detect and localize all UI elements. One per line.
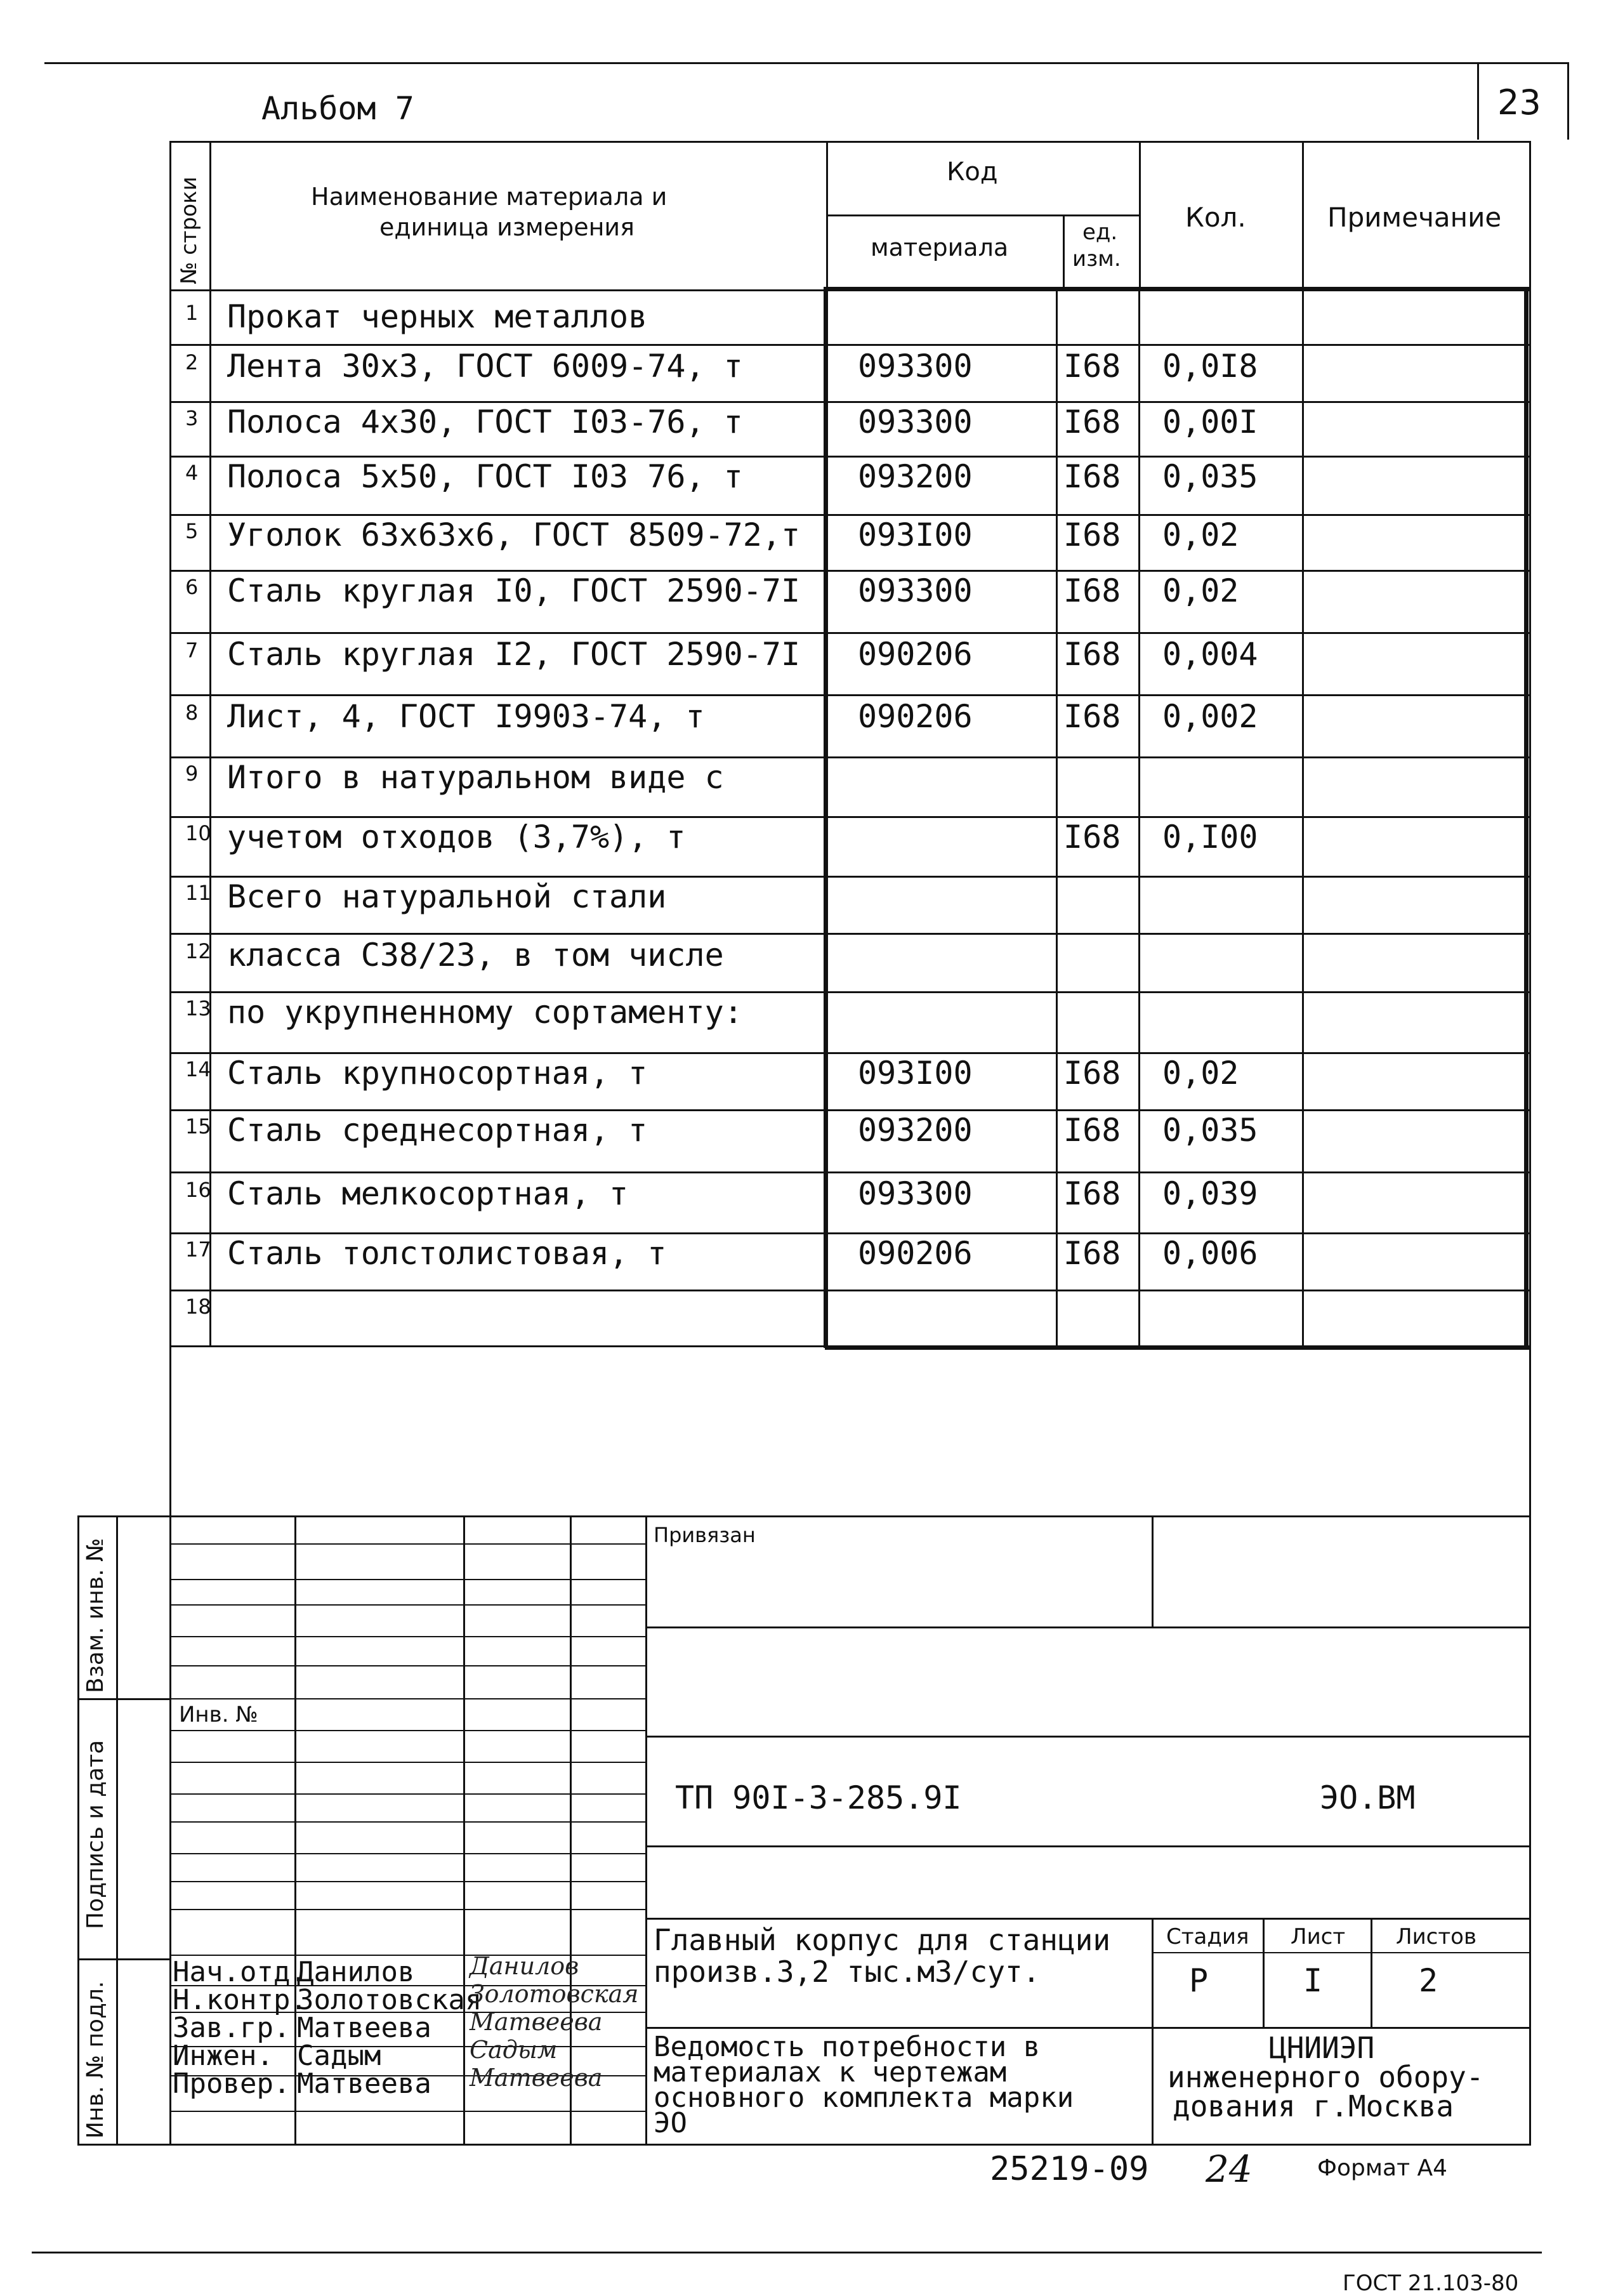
org-line3: дования г.Москва <box>1173 2089 1454 2123</box>
row-number: 10 <box>185 821 211 845</box>
signature: Золотовская <box>470 1980 639 2008</box>
row-number: 6 <box>185 575 199 599</box>
stamp-person-name: Данилов <box>297 1956 415 1988</box>
stage-value: Р <box>1189 1962 1209 1999</box>
row-number: 17 <box>185 1237 211 1262</box>
album-title: Альбом 7 <box>261 90 414 127</box>
signature: Матвеева <box>470 2064 603 2092</box>
material-name: Всего натуральной стали <box>227 878 667 915</box>
material-code: 090206 <box>858 1235 973 1272</box>
row-number: 3 <box>185 406 199 430</box>
document-mark: ЭО.ВМ <box>1320 1779 1416 1816</box>
object-title-line1: Главный корпус для станции <box>654 1923 1111 1957</box>
quantity: 0,035 <box>1162 458 1258 495</box>
quantity: 0,0I8 <box>1162 348 1258 385</box>
desc-line4: ЭО <box>654 2107 687 2139</box>
quantity: 0,039 <box>1162 1175 1258 1212</box>
row-number: 18 <box>185 1295 211 1319</box>
name-header-line2: единица измерения <box>379 213 635 241</box>
quantity: 0,00I <box>1162 404 1258 440</box>
inv-podl-label: Инв. № подл. <box>82 1981 108 2139</box>
material-name: Сталь круглая I2, ГОСТ 2590-7I <box>227 636 801 673</box>
row-number: 12 <box>185 939 211 963</box>
quantity: 0,035 <box>1162 1112 1258 1149</box>
row-number: 16 <box>185 1178 211 1202</box>
unit-code: I68 <box>1063 636 1121 673</box>
stamp-person-name: Золотовская <box>297 1984 482 2016</box>
note-header: Примечание <box>1327 202 1502 233</box>
material-code: 090206 <box>858 636 973 673</box>
stamp-role: Провер. <box>173 2068 291 2100</box>
unit-header-line2: изм. <box>1072 246 1121 272</box>
unit-code: I68 <box>1063 1055 1121 1092</box>
row-number: 7 <box>185 638 199 663</box>
quantity: 0,002 <box>1162 698 1258 735</box>
document-code: ТП 90I-3-285.9I <box>675 1779 962 1816</box>
material-name: Сталь круглая I0, ГОСТ 2590-7I <box>227 572 801 609</box>
desc-line1: Ведомость потребности в <box>654 2031 1041 2063</box>
material-code: 093200 <box>858 458 973 495</box>
stamp-person-name: Садым <box>297 2040 381 2072</box>
row-number: 5 <box>185 519 199 543</box>
stamp-role: Нач.отд. <box>173 1956 307 1988</box>
row-number-header: № строки <box>176 176 202 284</box>
material-name: Сталь среднесортная, т <box>227 1112 648 1149</box>
quantity: 0,006 <box>1162 1235 1258 1272</box>
row-number: 8 <box>185 701 199 725</box>
unit-code: I68 <box>1063 1235 1121 1272</box>
material-name: Сталь мелкосортная, т <box>227 1175 629 1212</box>
row-number: 15 <box>185 1114 211 1138</box>
stamp-person-name: Матвеева <box>297 2012 431 2044</box>
material-name: Лист, 4, ГОСТ I9903-74, т <box>227 698 705 735</box>
unit-code: I68 <box>1063 348 1121 385</box>
material-name: Итого в натуральном виде с <box>227 759 724 796</box>
signature: Садым <box>470 2036 558 2064</box>
unit-header-line1: ед. <box>1082 220 1118 245</box>
material-name: класса С38/23, в том числе <box>227 937 724 973</box>
privyazan-label: Привязан <box>654 1523 756 1547</box>
material-name: учетом отходов (3,7%), т <box>227 819 686 855</box>
vzam-inv-label: Взам. инв. № <box>82 1538 108 1693</box>
org-line1: ЦНИИЭП <box>1269 2031 1375 2065</box>
material-name: Уголок 63х63х6, ГОСТ 8509-72,т <box>227 517 801 553</box>
stamp-role: Зав.гр. <box>173 2012 291 2044</box>
handwritten-page-number: 24 <box>1206 2148 1253 2191</box>
material-code: 093300 <box>858 404 973 440</box>
material-code: 093200 <box>858 1112 973 1149</box>
material-name: по укрупненному сортаменту: <box>227 994 743 1031</box>
unit-code: I68 <box>1063 572 1121 609</box>
registration-number: 25219-09 <box>990 2150 1149 2188</box>
row-number: 9 <box>185 762 199 786</box>
unit-code: I68 <box>1063 458 1121 495</box>
row-number: 2 <box>185 350 199 374</box>
name-header-line1: Наименование материала и <box>311 183 667 211</box>
quantity: 0,I00 <box>1162 819 1258 855</box>
row-number: 14 <box>185 1057 211 1081</box>
bottom-gost-cut: ГОСТ 21.103-80 <box>1343 2271 1519 2296</box>
material-name: Полоса 4х30, ГОСТ I03-76, т <box>227 404 743 440</box>
stamp-person-name: Матвеева <box>297 2068 431 2100</box>
material-header: материала <box>871 234 1009 261</box>
material-name: Лента 30х3, ГОСТ 6009-74, т <box>227 348 743 385</box>
unit-code: I68 <box>1063 1112 1121 1149</box>
row-number: 1 <box>185 301 199 325</box>
sheets-label: Листов <box>1396 1924 1477 1950</box>
podpis-data-label: Подпись и дата <box>82 1739 108 1929</box>
quantity: 0,004 <box>1162 636 1258 673</box>
sheets-value: 2 <box>1419 1962 1438 1999</box>
material-name: Сталь крупносортная, т <box>227 1055 648 1092</box>
object-title-line2: произв.3,2 тыс.м3/сут. <box>654 1955 1041 1989</box>
quantity: 0,02 <box>1162 1055 1239 1092</box>
material-code: 093300 <box>858 572 973 609</box>
unit-code: I68 <box>1063 698 1121 735</box>
sheet-label: Лист <box>1291 1924 1346 1950</box>
material-code: 093300 <box>858 348 973 385</box>
material-code: 090206 <box>858 698 973 735</box>
desc-line3: основного комплекта марки <box>654 2082 1074 2114</box>
material-name: Прокат черных металлов <box>227 298 648 335</box>
page-number: 23 <box>1497 82 1541 122</box>
inv-no-label: Инв. № <box>179 1702 258 1727</box>
row-number: 11 <box>185 881 211 905</box>
sheet-value: I <box>1303 1962 1323 1999</box>
signature: Данилов <box>470 1952 579 1980</box>
material-name: Сталь толстолистовая, т <box>227 1235 667 1272</box>
desc-line2: материалах к чертежам <box>654 2056 1007 2088</box>
quantity: 0,02 <box>1162 517 1239 553</box>
row-number: 13 <box>185 996 211 1020</box>
signature: Матвеева <box>470 2008 603 2036</box>
stamp-role: Инжен. <box>173 2040 273 2072</box>
code-header: Код <box>947 157 998 187</box>
material-code: 093300 <box>858 1175 973 1212</box>
quantity: 0,02 <box>1162 572 1239 609</box>
org-line2: инженерного обору- <box>1167 2060 1484 2094</box>
stage-label: Стадия <box>1166 1924 1249 1950</box>
material-code: 093I00 <box>858 1055 973 1092</box>
unit-code: I68 <box>1063 819 1121 855</box>
unit-code: I68 <box>1063 404 1121 440</box>
unit-code: I68 <box>1063 1175 1121 1212</box>
unit-code: I68 <box>1063 517 1121 553</box>
material-code: 093I00 <box>858 517 973 553</box>
row-number: 4 <box>185 461 199 485</box>
material-name: Полоса 5х50, ГОСТ I03 76, т <box>227 458 743 495</box>
format-label: Формат А4 <box>1317 2155 1448 2181</box>
qty-header: Кол. <box>1185 202 1246 233</box>
stamp-role: Н.контр. <box>173 1984 307 2016</box>
